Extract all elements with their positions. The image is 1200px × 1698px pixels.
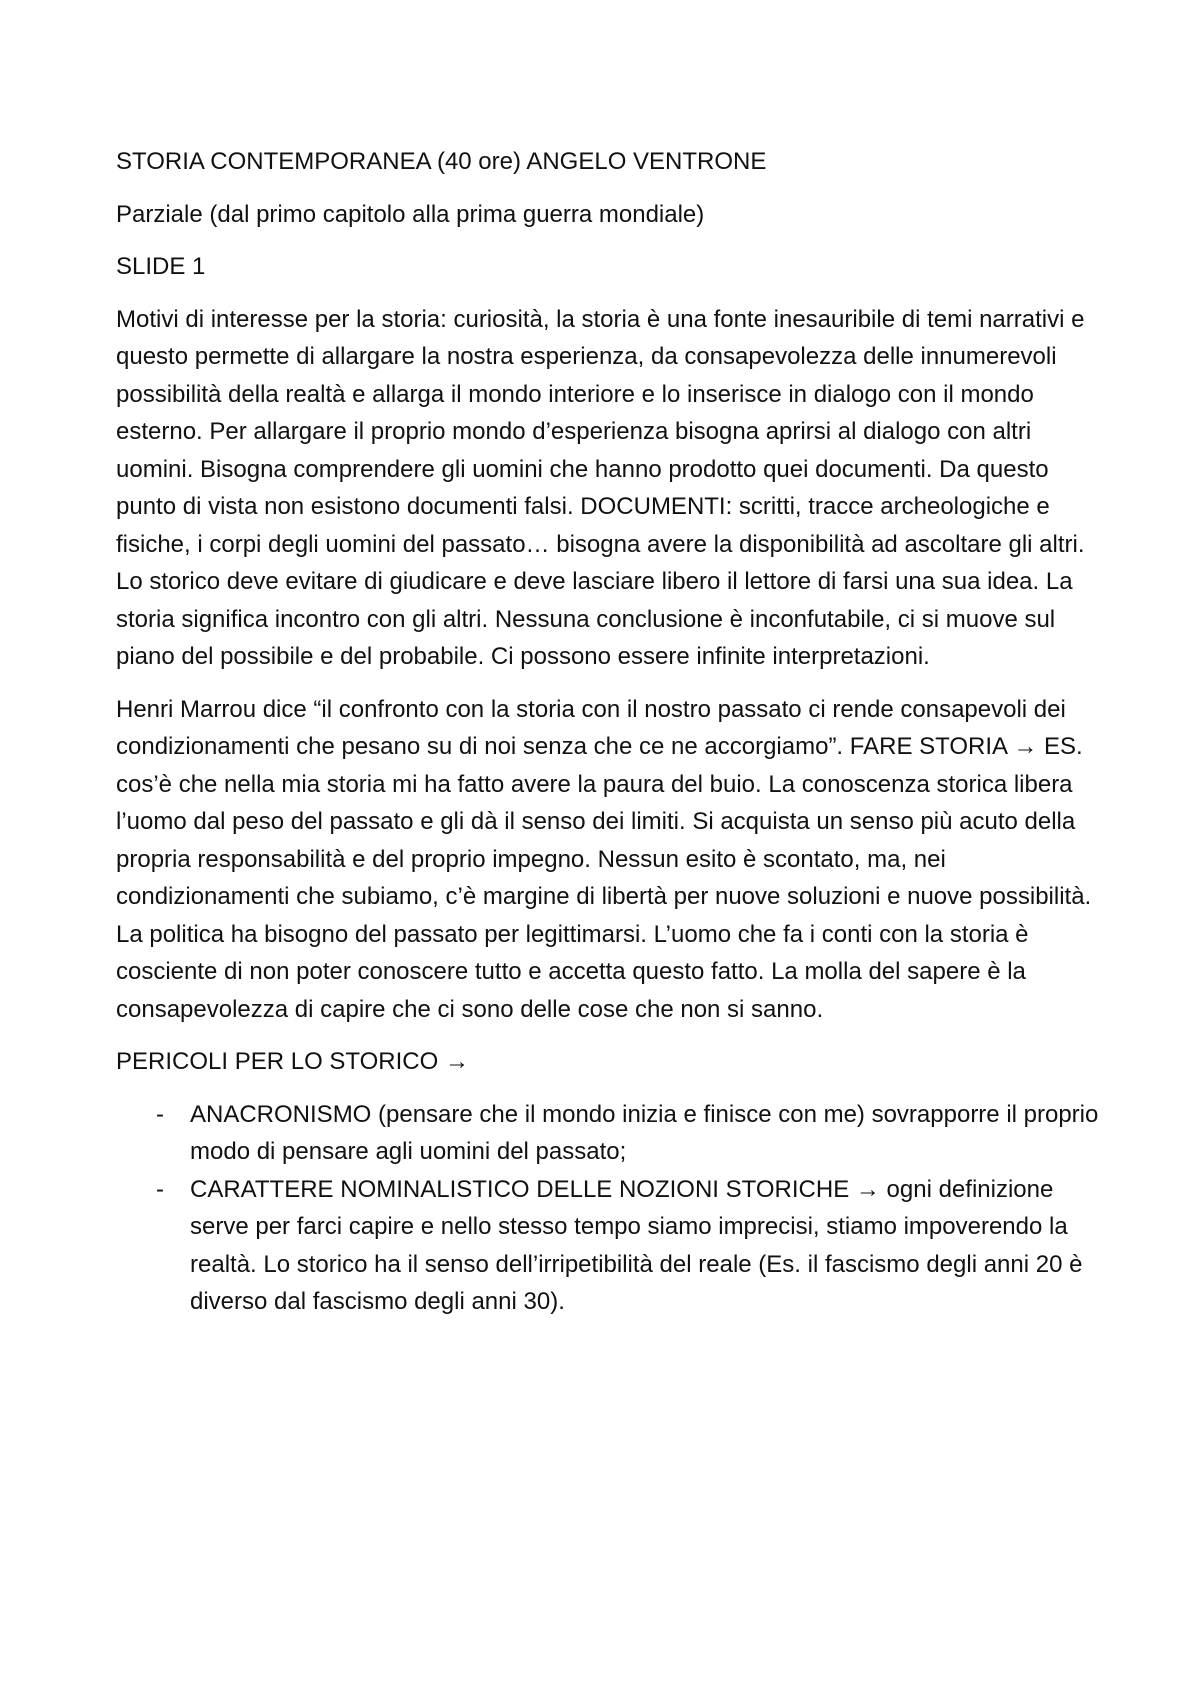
document-subtitle: Parziale (dal primo capitolo alla prima guerra mondiale) <box>116 200 705 228</box>
document-page <box>116 143 1101 1321</box>
slide-label: SLIDE 1 <box>116 253 206 280</box>
body-paragraph-marrou: Henri Marrou dice “il confronto con la storia con il nostro passato ci rende consapevoli dei condizionamenti che pesano su di noi senza che ce ne accorgiamo”. FARE STORIA → ES. cos’è che nella mia storia mi ha fatto avere la paura del buio. La conoscenza storica libera l’uomo dal peso del passato e gli dà il senso dei limiti. Si acquista un senso più acuto della propria responsabilità e del proprio impegno. Nessun esito è scontato, ma, nei condizionamenti che subiamo, c’è margine di libertà per nuove soluzioni e nuove possibilità. La politica ha bisogno del passato per legittimarsi. L’uomo che fa i conti con la storia è cosciente di non poter conoscere tutto e accetta questo fatto. La molla del sapere è la consapevolezza di capire che ci sono delle cose che non si sanno. <box>116 695 1092 1023</box>
list-item-text: ANACRONISMO (pensare che il mondo inizia e finisce con me) sovrapporre il proprio modo di pensare agli uomini del passato; <box>190 1100 1099 1165</box>
list-item-anacronismo <box>116 1096 1101 1171</box>
list-item-carattere-nominalistico <box>116 1171 1101 1321</box>
body-paragraph-interest: Motivi di interesse per la storia: curiosità, la storia è una fonte inesauribile di temi narrativi e questo permette di allargare la nostra esperienza, da consapevolezza delle innumerevoli possibilità della realtà e allarga il mondo interiore e lo inserisce in dialogo con il mondo esterno. Per allargare il proprio mondo d’esperienza bisogna aprirsi al dialogo con altri uomini. Bisogna comprendere gli uomini che hanno prodotto quei documenti. Da questo punto di vista non esistono documenti falsi. DOCUMENTI: scritti, tracce archeologiche e fisiche, i corpi degli uomini del passato… bisogna avere la disponibilità ad ascoltare gli altri. Lo storico deve evitare di giudicare e deve lasciare libero il lettore di farsi una sua idea. La storia significa incontro con gli altri. Nessuna conclusione è inconfutabile, ci si muove sul piano del possibile e del probabile. Ci possono essere infinite interpretazioni. <box>116 305 1085 670</box>
list-item-text: CARATTERE NOMINALISTICO DELLE NOZIONI STORICHE → ogni definizione serve per farci capire e nello stesso tempo siamo imprecisi, stiamo impoverendo la realtà. Lo storico ha il senso dell’irripetibilità del reale (Es. il fascismo degli anni 20 è diverso dal fascismo degli anni 30). <box>190 1175 1083 1315</box>
dangers-heading: PERICOLI PER LO STORICO → <box>116 1048 469 1075</box>
list-dash: - <box>156 1100 164 1128</box>
dangers-list <box>116 1096 1101 1321</box>
document-title: STORIA CONTEMPORANEA (40 ore) ANGELO VENTRONE <box>116 148 767 175</box>
list-dash: - <box>156 1175 164 1203</box>
